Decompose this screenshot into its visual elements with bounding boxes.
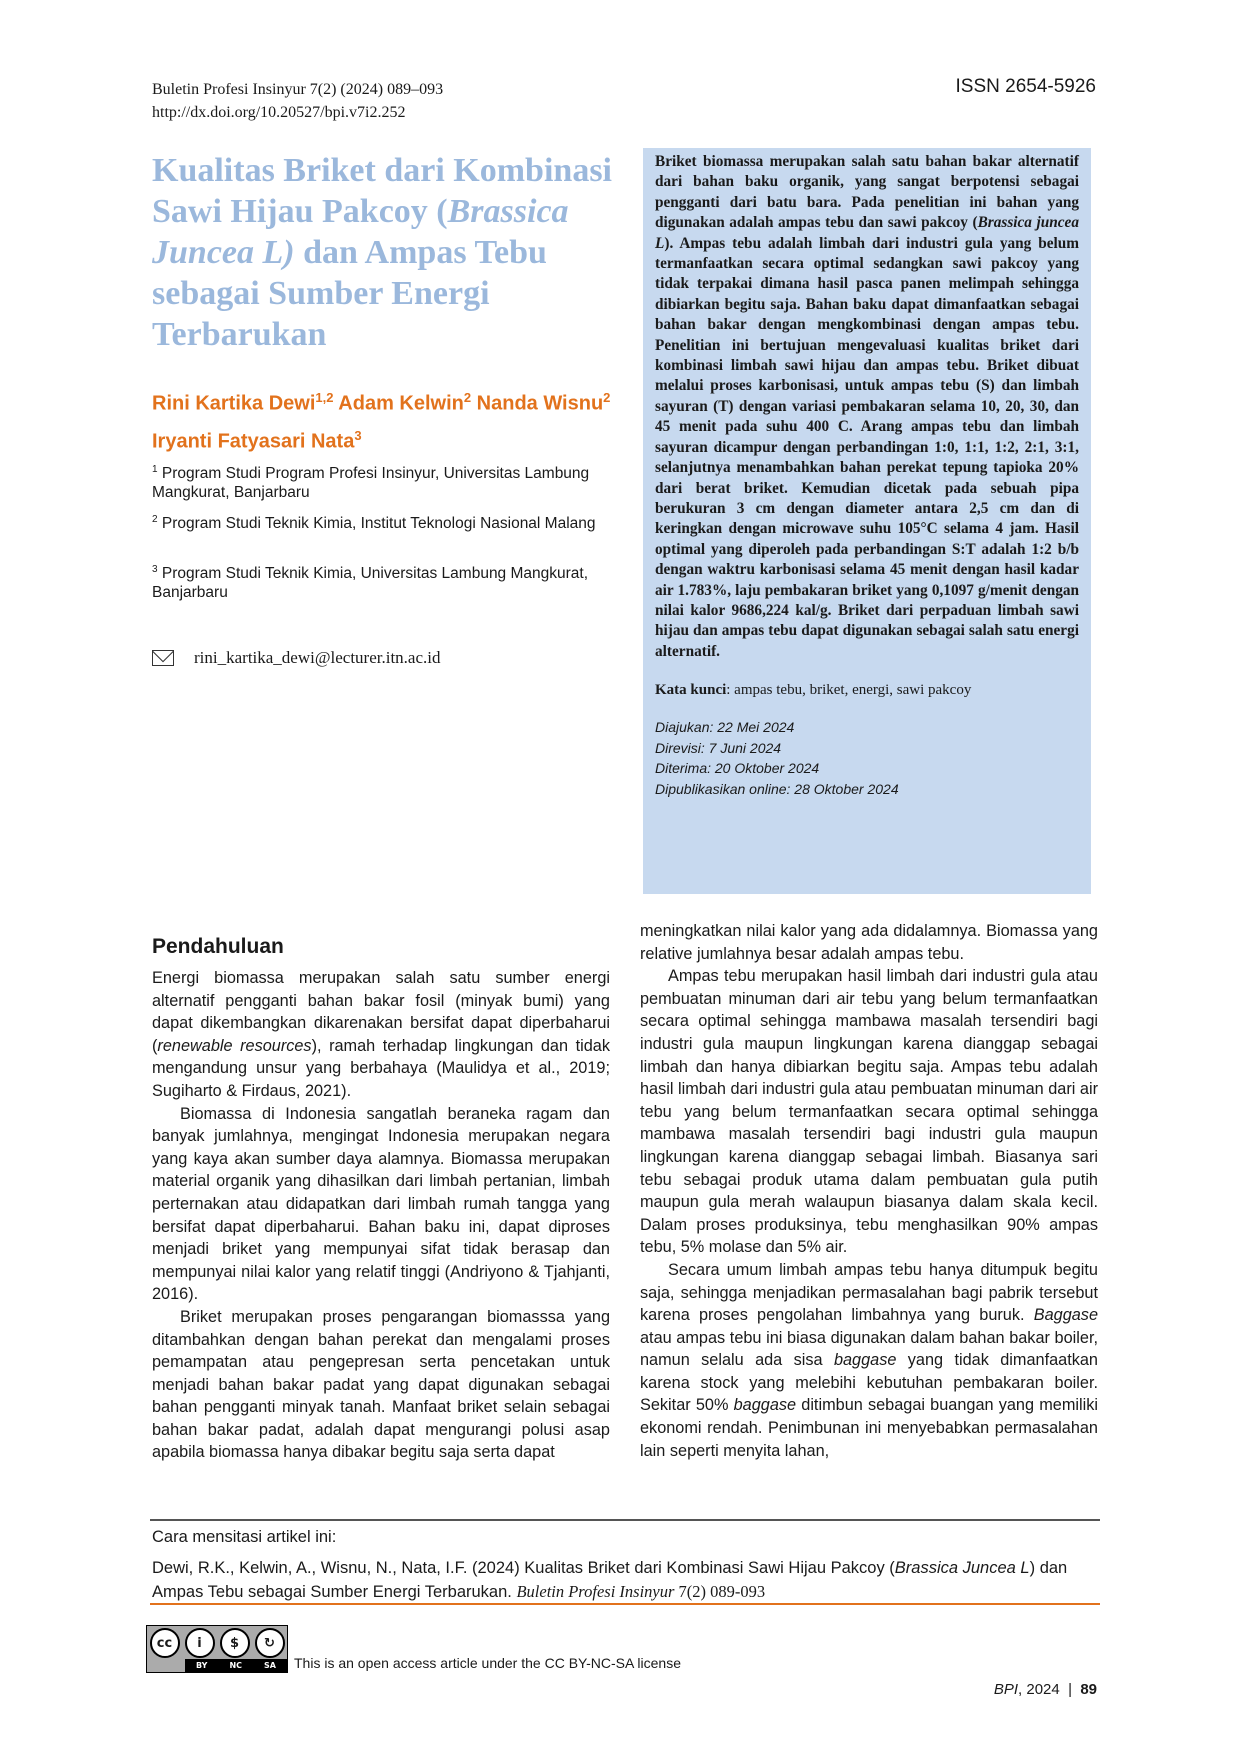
author: Rini Kartika Dewi (152, 392, 316, 415)
paragraph: Briket merupakan proses pengarangan biomasssa yang ditambahkan dengan bahan perekat dan mengalami proses pemampatan atau pengepresan serta pencetakan untuk menjadi bahan bakar padat yang dapat digunakan sebagai bahan pengganti minyak tanah. Manfaat briket selain sebagai bahan bakar padat, adalah dapat mengurangi polusi asap apabila biomassa hanya dibakar begitu saja serta dapat (152, 1307, 610, 1462)
text-run: 7(2) 089-093 (674, 1582, 766, 1601)
page-footer (994, 1681, 1097, 1698)
author-affil-sup: 2 (603, 390, 611, 405)
text-run: Dewi, R.K., Kelwin, A., Wisnu, N., Nata, I.F. (2024) Kualitas Briket dari Kombinasi Sawi Hijau Pakcoy ( (152, 1559, 895, 1577)
text-run: yang tidak dimanfaatkan karena stock yang melebihi kebutuhan pembakaran boiler. Sekitar 50% (640, 1351, 1098, 1415)
text-italic: Baggase (1033, 1306, 1098, 1325)
attribution-icon: i (185, 1628, 215, 1658)
journal-abbr: BPI (993, 1681, 1019, 1698)
license-block (146, 1625, 681, 1673)
author: Adam Kelwin (338, 392, 464, 415)
envelope-icon (152, 650, 174, 666)
text-italic: baggase (833, 1351, 897, 1370)
cc-icon: cc (150, 1628, 180, 1658)
journal-citation-line: Buletin Profesi Insinyur 7(2) (2024) 089–093 (152, 81, 444, 98)
keywords-list: : ampas tebu, briket, energi, sawi pakcoy (726, 682, 972, 699)
citation-text (152, 1556, 1097, 1604)
paragraph (152, 967, 610, 1103)
abstract-text (655, 152, 1079, 662)
sharealike-icon: ↻ (255, 1628, 285, 1658)
badge-label: BY (196, 1661, 208, 1670)
affiliation-text: Program Studi Teknik Kimia, Universitas Lambung Mangkurat, Banjarbaru (152, 565, 589, 602)
title-species: Brassica Juncea L) (152, 193, 569, 271)
citation-label: Cara mensitasi artikel ini: (152, 1528, 337, 1546)
journal-name: Buletin Profesi Insinyur (516, 1582, 675, 1601)
corresponding-email (152, 648, 440, 668)
email-address[interactable]: rini_kartika_dewi@lecturer.itn.ac.id (194, 648, 441, 667)
footer-year: , 2024 | (1018, 1681, 1081, 1698)
affiliation-text: Program Studi Teknik Kimia, Institut Teknologi Nasional Malang (161, 515, 596, 533)
noncommercial-icon: $ (220, 1628, 250, 1658)
affiliation-sup: 2 (152, 514, 158, 525)
title-part2: dan Ampas Tebu sebagai Sumber Energi Terbarukan (152, 234, 547, 353)
journal-header (152, 78, 443, 124)
date-accepted: Diterima: 20 Oktober 2024 (655, 760, 820, 777)
badge-label: SA (264, 1661, 276, 1670)
author: Nanda Wisnu (476, 392, 604, 415)
article-title (152, 150, 642, 355)
author-affil-sup: 3 (354, 427, 362, 443)
article-dates (655, 717, 1079, 799)
date-published: Dipublikasikan online: 28 Oktober 2024 (655, 780, 899, 797)
paragraph: Biomassa di Indonesia sangatlah beraneka ragam dan banyak jumlahnya, mengingat Indonesia merupakan negara yang kaya akan sumber daya alamnya. Biomassa merupakan material organik yang dihasilkan dari limbah pertanian, limbah perternakan atau didapatkan dari limbah rumah tangga yang bersifat dapat diperbaharui. Bahan baku ini, dapat diproses menjadi briket yang mempunyai sifat tidak berasap dan mempunyai nilai kalor yang relatif tinggi (Andriyono & Tjahjanti, 2016). (152, 1104, 610, 1304)
author-affil-sup: 1,2 (315, 390, 334, 405)
abstract-species: Brassica juncea L (655, 214, 1079, 252)
cc-badge-labels (185, 1659, 287, 1672)
section-heading: Pendahuluan (152, 935, 284, 958)
text-run: atau ampas tebu ini biasa digunakan dalam bahan bakar boiler, namun selalu ada sisa (640, 1328, 1098, 1370)
text-run: ), ramah terhadap lingkungan dan tidak mengandung unsur yang berbahaya (Maulidya et al., 2019; Sugiharto & Firdaus, 2021). (152, 1036, 610, 1100)
body-column-right (640, 920, 1098, 1462)
keywords (655, 682, 1079, 699)
affiliation-1 (152, 460, 602, 502)
author-affil-sup: 2 (463, 390, 472, 405)
abstract-box (643, 148, 1091, 894)
text-italic: renewable resources (157, 1036, 312, 1055)
text-run: Energi biomassa merupakan salah satu sumber energi alternatif pengganti bahan bakar fosil (minyak bumi) yang dapat dikembangkan dikarenakan bersifat dapat diperbaharui ( (152, 969, 610, 1055)
text-italic: Brassica Juncea L (894, 1559, 1030, 1577)
text-italic: baggase (733, 1396, 797, 1415)
abstract-part: ). Ampas tebu adalah limbah dari industri gula yang belum termanfaatkan secara optimal sedangkan sawi pakcoy yang tidak terpakai dimana hasil pasca panen melimpah sehingga dibiarkan begitu saja. Bahan baku dapat dimanfaatkan sebagai bahan bakar dengan mengkombinasi dengan ampas tebu. Penelitian ini bertujuan mengevaluasi kualitas briket dari kombinasi limbah sawi hijau dan ampas tebu. Briket dibuat melalui proses karbonisasi, untuk ampas tebu (S) dan limbah sayuran (T) dengan variasi pembakaran selama 10, 20, 30, dan 45 menit pada suhu 400 C. Arang ampas tebu dan limbah sayuran dicampur dengan perbandingan 1:0, 1:1, 1:2, 2:1, 3:1, selanjutnya menambahkan bahan perekat tepung tapioka 20% dari berat briket. Kemudian dicetak pada sebuah pipa berukuran 3 cm dengan diameter antara 2,5 cm dan di keringkan dengan microwave suhu 105°C selama 4 jam. Hasil optimal yang diperoleh pada perbandingan S:T adalah 1:2 b/b dengan waktru karbonisasi selama 45 menit dengan hasil kadar air 1.783%, laju pembakaran briket yang 0,1097 g/menit dengan nilai kalor 9686,224 kal/g. Briket dari perpaduan limbah sawi hijau dan ampas tebu dapat digunakan sebagai salah satu energi alternatif. (655, 234, 1079, 660)
affiliation-sup: 1 (152, 464, 158, 475)
affiliation-text: Program Studi Program Profesi Insinyur, Universitas Lambung Mangkurat, Banjarbaru (152, 465, 590, 502)
abstract-part: Briket biomassa merupakan salah satu bahan bakar alternatif dari bahan baku organik, yang sangat berpotensi sebagai pengganti dari batu bara. Pada penelitian ini bahan yang digunakan adalah ampas tebu dan sawi pakcoy ( (655, 153, 1079, 232)
badge-label: NC (229, 1661, 243, 1670)
date-submitted: Diajukan: 22 Mei 2024 (655, 719, 795, 736)
paragraph: meningkatkan nilai kalor yang ada didalamnya. Biomassa yang relative jumlahnya besar adalah ampas tebu. (640, 922, 1098, 963)
divider (150, 1519, 1100, 1521)
affiliation-3 (152, 560, 602, 602)
cc-license-badge[interactable] (146, 1625, 288, 1673)
cc-icons (147, 1626, 287, 1660)
text-run: Secara umum limbah ampas tebu hanya ditumpuk begitu saja, sehingga menjadikan permasalahan bagi pabrik tersebut karena proses pengolahan limbahnya yang buruk. (640, 1260, 1098, 1325)
text-run: ) dan Ampas Tebu sebagai Sumber Energi Terbarukan. (152, 1559, 1068, 1601)
affiliation-2 (152, 510, 602, 533)
keywords-label: Kata kunci (655, 682, 727, 699)
title-part1: Kualitas Briket dari Kombinasi Sawi Hijau Pakcoy ( (152, 152, 612, 230)
page-number: 89 (1080, 1681, 1097, 1698)
paragraph: Ampas tebu merupakan hasil limbah dari industri gula atau pembuatan minuman dari air tebu yang belum termanfaatkan secara optimal sehingga mambawa masalah tersendiri bagi industri gula maupun lingkungan karena dianggap sebagai limbah dan hanya dibiarkan begitu saja. Ampas tebu adalah hasil limbah dari industri gula atau pembuatan minuman dari air tebu yang belum termanfaatkan secara optimal sehingga mambawa masalah tersendiri bagi industri gula maupun lingkungan karena dianggap sebagai limbah. Biasanya sari tebu sebagai produk utama dalam pembuatan gula putih maupun gula merah walaupun biasanya dalam skala kecil. Dalam proses produksinya, tebu menghasilkan 90% ampas tebu, 5% molase dan 5% air. (640, 967, 1098, 1257)
date-revised: Direvisi: 7 Juni 2024 (655, 739, 782, 756)
body-column-left (152, 967, 610, 1464)
affiliation-sup: 3 (152, 564, 158, 575)
text-run: ditimbun sebagai buangan yang memiliki ekonomi rendah. Penimbunan ini menyebabkan permasalahan lain seperti menyita lahan, (640, 1396, 1098, 1460)
license-text: This is an open access article under the CC BY-NC-SA license (294, 1655, 681, 1671)
author-list (152, 382, 622, 457)
divider-orange (150, 1603, 1100, 1605)
doi-link[interactable]: http://dx.doi.org/10.20527/bpi.v7i2.252 (152, 104, 406, 121)
paragraph (640, 1259, 1098, 1462)
issn-label: ISSN 2654-5926 (955, 76, 1096, 97)
author: Iryanti Fatyasari Nata (152, 430, 355, 453)
